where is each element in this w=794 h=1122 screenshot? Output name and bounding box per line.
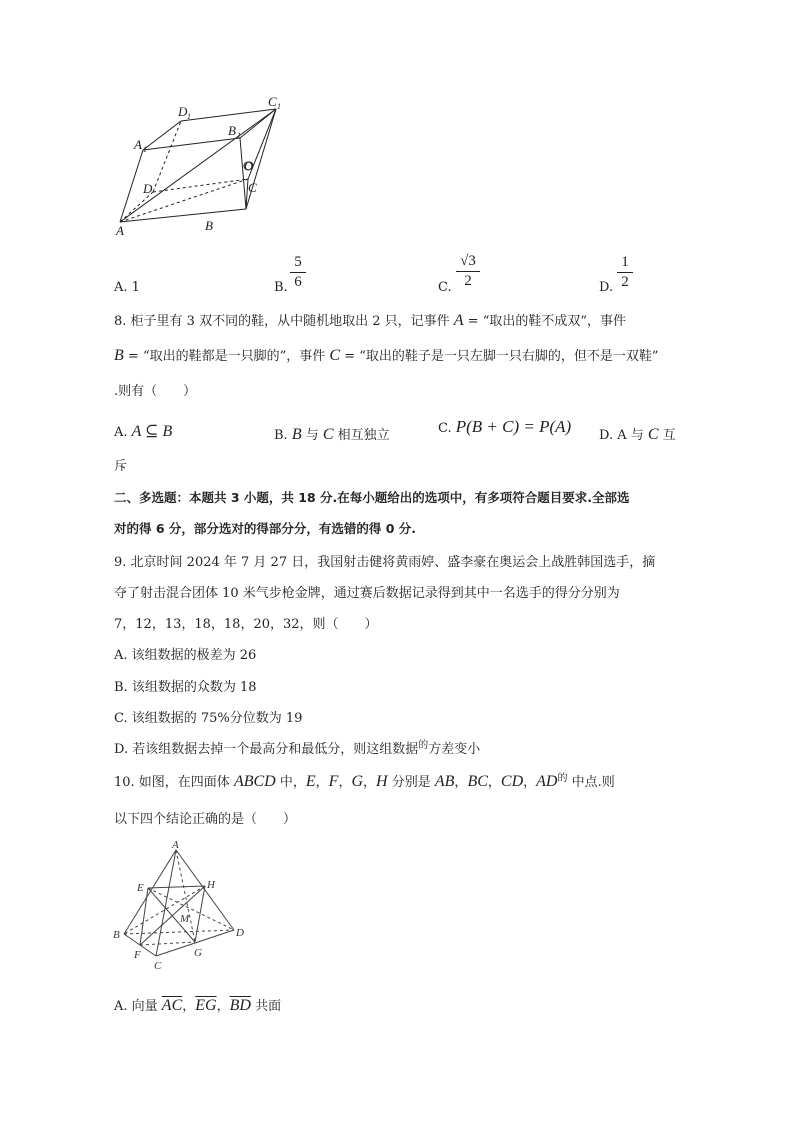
sep: ， <box>182 999 196 1014</box>
sub-C1: 1 <box>277 102 281 111</box>
label-O: O <box>244 158 254 173</box>
text: D. 若该组数据去掉一个最高分和最低分，则这组数据 <box>114 742 419 757</box>
q7-option-c-fraction <box>456 253 480 290</box>
q8-line3: .则有（ ） <box>114 384 197 399</box>
sub-A1: 1 <box>143 145 147 154</box>
q7-option-a[interactable] <box>114 280 140 295</box>
denominator: 2 <box>464 273 472 289</box>
text: 互 <box>658 428 676 443</box>
sep: ， <box>216 999 230 1014</box>
q9-option-c[interactable]: C. 该组数据的 75%分位数为 19 <box>114 711 303 726</box>
label-D: D <box>236 927 244 939</box>
option-label: B. <box>274 428 292 443</box>
label-C: C <box>154 960 162 972</box>
label-M: M <box>180 913 190 925</box>
q9-option-d[interactable] <box>114 738 480 757</box>
var-BC: BC <box>467 773 488 790</box>
var-AD: AD <box>536 773 558 790</box>
q8-line2 <box>114 345 659 365</box>
sep: ， <box>363 775 377 790</box>
label-H: H <box>207 879 215 891</box>
option-value: 1 <box>131 280 140 295</box>
numerator: √3 <box>460 253 476 269</box>
q8-option-a[interactable] <box>114 421 172 441</box>
var-C: C <box>647 426 659 443</box>
var-H: H <box>376 773 388 790</box>
option-label: D. A 与 <box>599 428 648 443</box>
var-CD: CD <box>500 773 524 790</box>
label-C: C <box>248 180 257 195</box>
numerator: 5 <box>294 254 302 270</box>
var-F: F <box>328 773 339 790</box>
option-label: A. <box>114 280 132 295</box>
label-B1: B <box>228 123 236 138</box>
text-small: 的 <box>418 740 429 751</box>
var-C: C <box>322 426 334 443</box>
label-G: G <box>194 947 202 959</box>
numerator: 1 <box>621 254 629 270</box>
text: 相互独立 <box>333 428 390 443</box>
sub-B1: 1 <box>237 131 241 140</box>
label-D: D <box>143 181 153 196</box>
text: 中点.则 <box>567 775 615 790</box>
q7-option-d-fraction <box>617 254 633 291</box>
text: 方差变小 <box>428 742 481 757</box>
q9-option-b[interactable]: B. 该组数据的众数为 18 <box>114 680 257 695</box>
var-G: G <box>351 773 364 790</box>
q8-option-d[interactable] <box>599 424 676 444</box>
var-E: E <box>305 773 316 790</box>
label-D1: D <box>178 104 188 119</box>
label-E: E <box>137 882 144 894</box>
text-small: 的 <box>557 773 568 784</box>
q8-line1 <box>114 310 626 330</box>
q10-line2: 以下四个结论正确的是（ ） <box>114 812 297 827</box>
var-AB: AB <box>434 773 455 790</box>
var-A: A <box>453 312 464 329</box>
label-C1: C <box>268 94 277 109</box>
sep: ， <box>454 775 468 790</box>
option-expr: P(B + C) = P(A) <box>455 417 572 436</box>
text: = “取出的鞋子是一只左脚一只右脚的，但不是一双鞋” <box>340 349 659 364</box>
section2-heading-line2: 对的得 6 分，部分选对的得部分分，有选错的得 0 分. <box>114 521 417 536</box>
vector-EG: $\overline{EG}$ <box>195 997 217 1014</box>
text: 10. 如图，在四面体 <box>114 775 234 790</box>
sub-D1: 1 <box>187 112 191 121</box>
q7-option-b-label[interactable]: B. <box>274 280 288 295</box>
label-F: F <box>134 949 141 961</box>
prism-figure <box>108 92 308 242</box>
q10-option-a[interactable] <box>114 995 281 1015</box>
sep: ， <box>338 775 352 790</box>
label-A1: A <box>134 137 142 152</box>
sep: ， <box>523 775 537 790</box>
label-B: B <box>205 218 213 233</box>
option-expr: A ⊆ B <box>131 423 173 440</box>
q9-line2: 夺了射击混合团体 10 米气步枪金牌，通过赛后数据记录得到其中一名选手的得分分别为 <box>114 586 620 601</box>
text: 共面 <box>250 999 282 1014</box>
text: = “取出的鞋不成双”，事件 <box>463 314 626 329</box>
q8-option-c[interactable] <box>438 417 571 437</box>
denominator: 6 <box>294 274 302 290</box>
label-A: A <box>116 223 124 238</box>
q7-option-d-label[interactable]: D. <box>599 280 614 295</box>
q9-line1: 9. 北京时间 2024 年 7 月 27 日，我国射击健将黄雨婷、盛李豪在奥运会上战胜韩国选手，摘 <box>114 555 656 570</box>
option-label: A. 向量 <box>114 999 162 1014</box>
label-B: B <box>113 929 120 941</box>
var-C: C <box>329 347 341 364</box>
var-B: B <box>114 347 124 364</box>
tetrahedron-figure <box>108 838 268 978</box>
section2-heading-line1: 二、多选题：本题共 3 小题，共 18 分.在每小题给出的选项中，有多项符合题目要求.全部选 <box>114 490 630 505</box>
q9-line3: 7，12，13，18，18，20，32，则（ ） <box>114 617 378 632</box>
sep: ， <box>315 775 329 790</box>
var-ABCD: ABCD <box>233 773 276 790</box>
q9-option-a[interactable]: A. 该组数据的极差为 26 <box>114 648 257 663</box>
q10-line1 <box>114 771 615 791</box>
label-A: A <box>172 839 179 851</box>
vector-BD: $\overline{BD}$ <box>229 997 251 1014</box>
text: 分别是 <box>387 775 435 790</box>
q8-option-b[interactable] <box>274 424 390 444</box>
q7-option-c-label[interactable]: C. <box>438 280 452 295</box>
q7-option-b-fraction <box>290 254 306 291</box>
denominator: 2 <box>621 274 629 290</box>
option-label: A. <box>114 425 132 440</box>
text: 与 <box>301 428 323 443</box>
option-label: C. <box>438 421 456 436</box>
sep: ， <box>487 775 501 790</box>
vector-AC: $\overline{AC}$ <box>161 997 183 1014</box>
text: 8. 柜子里有 3 双不同的鞋，从中随机地取出 2 只，记事件 <box>114 314 454 329</box>
q8-option-d-wrap: 斥 <box>114 459 128 474</box>
text: 中， <box>275 775 306 790</box>
text: = “取出的鞋都是一只脚的”，事件 <box>123 349 330 364</box>
var-B: B <box>291 426 302 443</box>
